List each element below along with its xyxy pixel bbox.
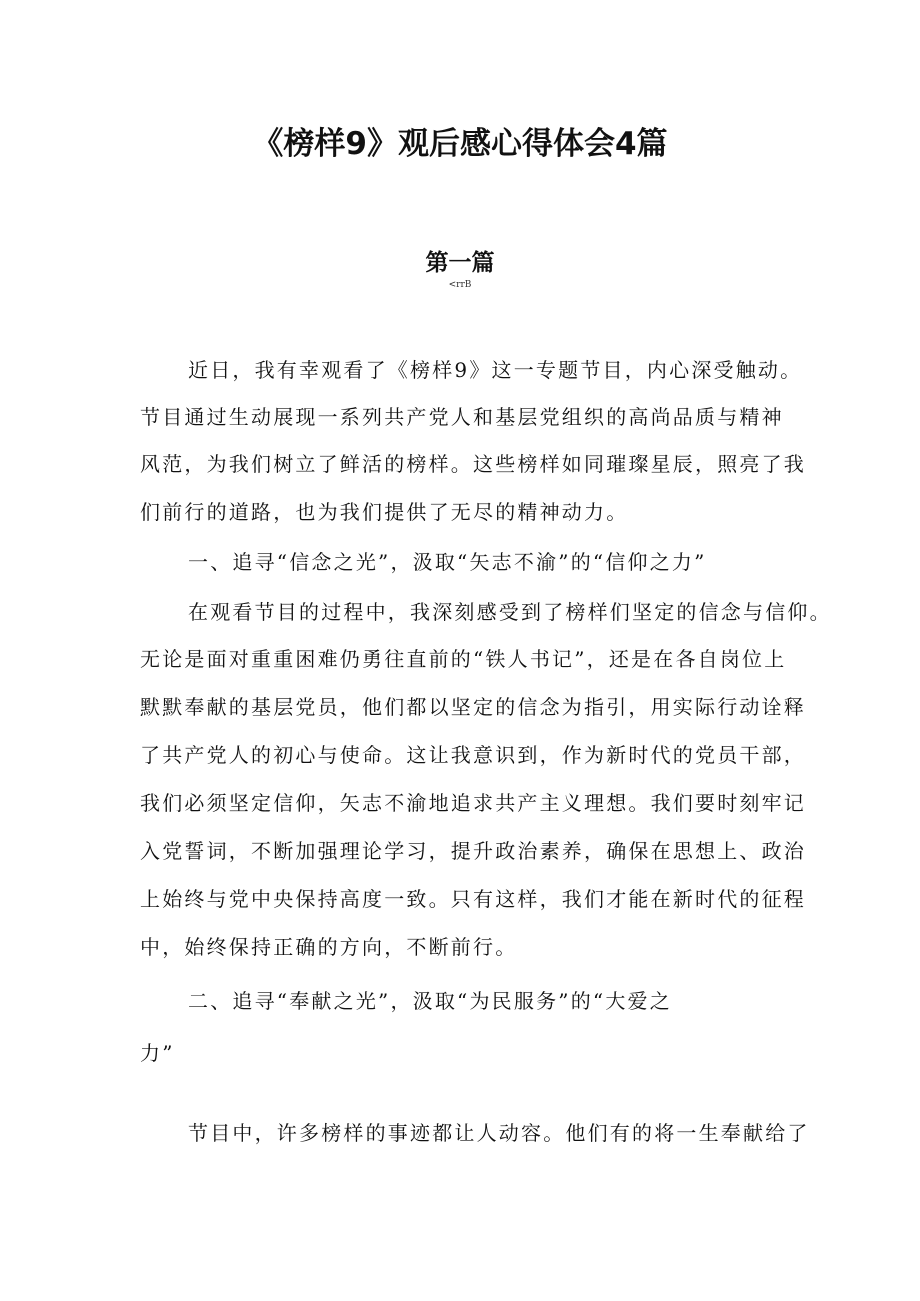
paragraph-line: 近日，我有幸观看了《榜样9》这一专题节目，内心深受触动。 — [188, 358, 803, 382]
paragraph-line: 中，始终保持正确的方向，不断前行。 — [140, 935, 518, 959]
paragraph-line: 风范，为我们树立了鲜活的榜样。这些榜样如同璀璨星辰，照亮了我 — [140, 452, 806, 476]
paragraph-line: 入党誓词，不断加强理论学习，提升政治素养，确保在思想上、政治 — [140, 839, 806, 863]
small-mark: <rrB — [448, 280, 472, 290]
section-title: 第一篇 — [425, 250, 495, 276]
paragraph-line: 节目中，许多榜样的事迹都让人动容。他们有的将一生奉献给了 — [188, 1121, 810, 1145]
document-title: 《榜样9》观后感心得体会4篇 — [252, 126, 668, 162]
heading-line: 一、追寻“信念之光”，汲取“矢志不渝”的“信仰之力” — [188, 550, 707, 574]
paragraph-line: 默默奉献的基层党员，他们都以坚定的信念为指引，用实际行动诠释 — [140, 695, 806, 719]
paragraph-line: 我们必须坚定信仰，矢志不渝地追求共产主义理想。我们要时刻牢记 — [140, 791, 806, 815]
paragraph-line: 节目通过生动展现一系列共产党人和基层党组织的高尚品质与精神 — [140, 405, 784, 429]
paragraph-line: 了共产党人的初心与使命。这让我意识到，作为新时代的党员干部， — [140, 743, 806, 767]
heading-line: 力” — [140, 1041, 175, 1065]
paragraph-line: 上始终与党中央保持高度一致。只有这样，我们才能在新时代的征程 — [140, 887, 806, 911]
paragraph-line: 们前行的道路，也为我们提供了无尽的精神动力。 — [140, 500, 629, 524]
paragraph-line: 在观看节目的过程中，我深刻感受到了榜样们坚定的信念与信仰。 — [188, 600, 832, 624]
paragraph-line: 无论是面对重重困难仍勇往直前的“铁人书记”，还是在各自岗位上 — [140, 647, 787, 671]
heading-line: 二、追寻“奉献之光”，汲取“为民服务”的“大爱之 — [188, 989, 672, 1013]
